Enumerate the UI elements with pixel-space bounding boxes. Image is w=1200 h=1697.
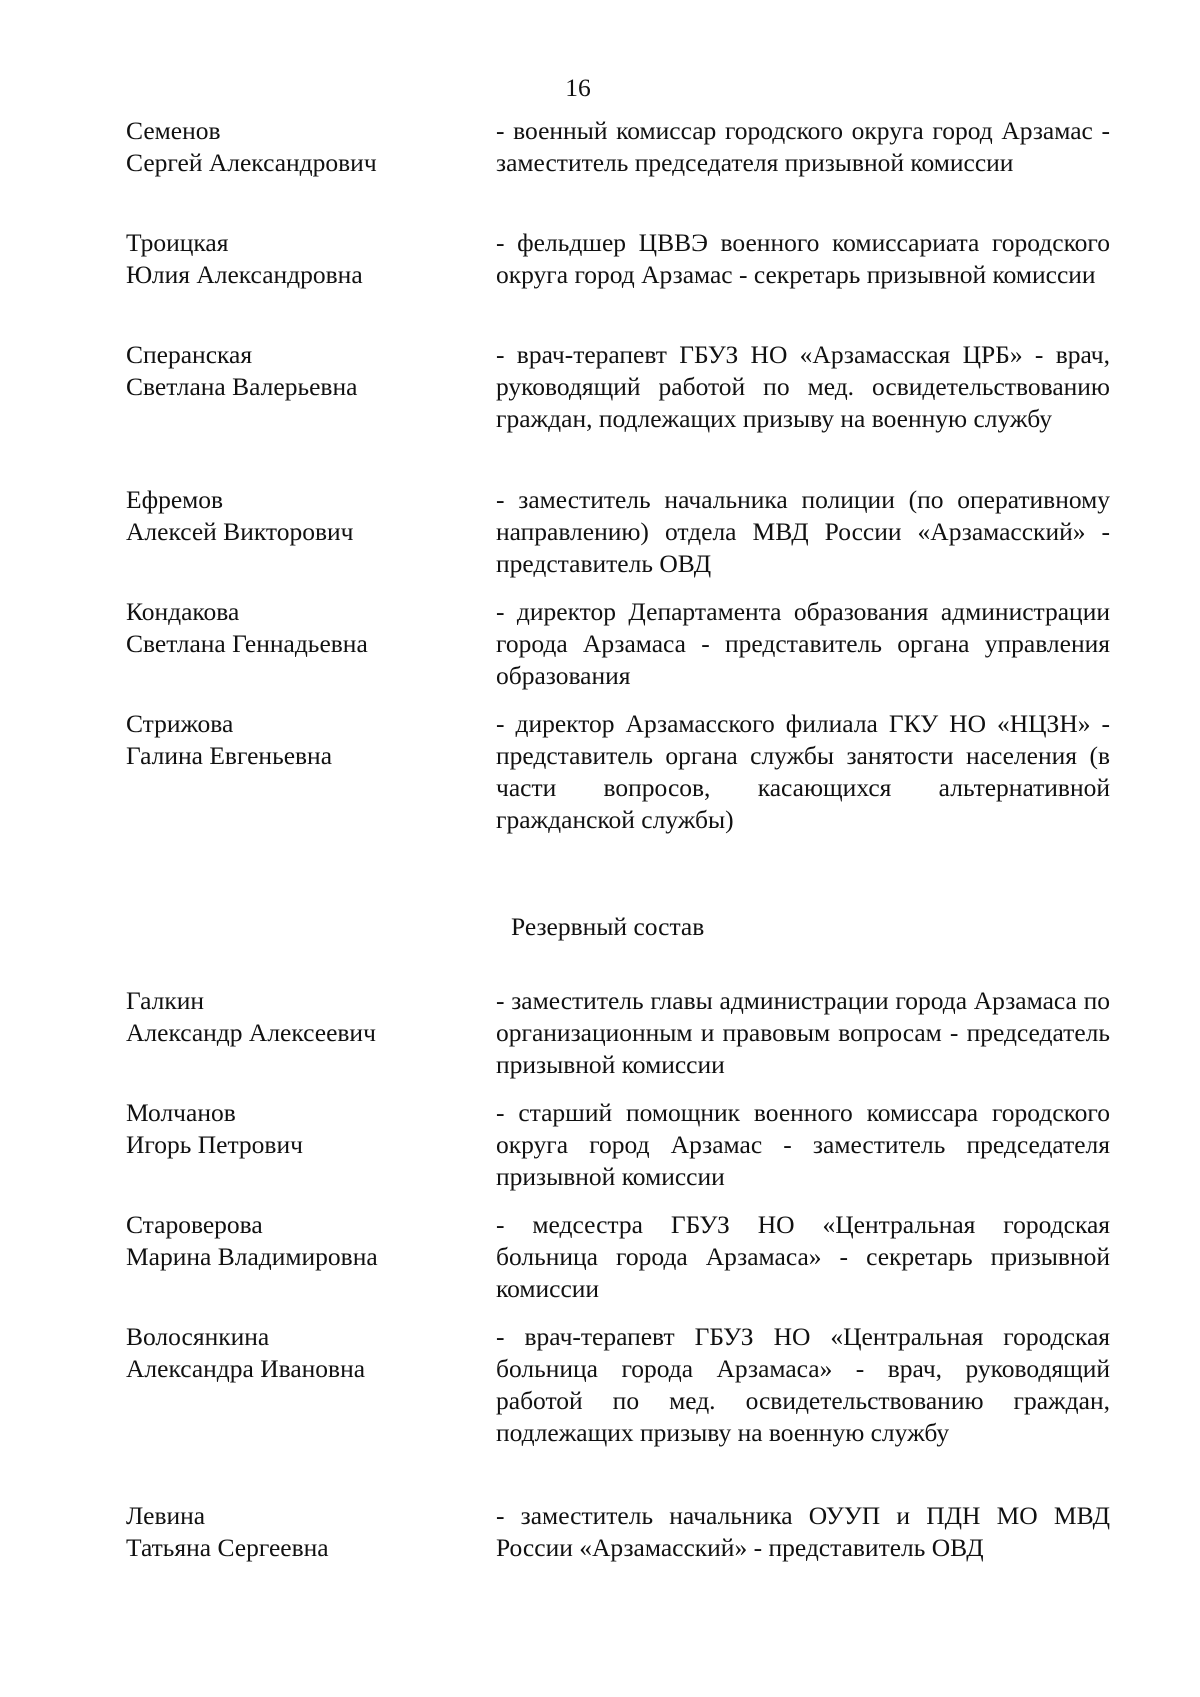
member-role: - заместитель начальника полиции (по оперативному направлению) отдела МВД России «Арзамасский» - представитель ОВД xyxy=(496,485,1110,578)
member-role: - директор Арзамасского филиала ГКУ НО «НЦЗН» - представитель органа службы занятости населения (в части вопросов, касающихся альтернативной гражданской службы) xyxy=(496,709,1110,834)
member-surname: Троицкая xyxy=(126,228,229,257)
member-given-names: Марина Владимировна xyxy=(126,1242,378,1271)
reserve-section-title: Резервный состав xyxy=(511,912,705,941)
member-surname: Ефремов xyxy=(126,485,224,514)
member-role: - врач-терапевт ГБУЗ НО «Арзамасская ЦРБ» - врач, руководящий работой по мед. освидетельствованию граждан, подлежащих призыву на военную службу xyxy=(496,340,1110,433)
member-given-names: Алексей Викторович xyxy=(126,517,354,546)
member-surname: Галкин xyxy=(126,986,205,1015)
member-role: - медсестра ГБУЗ НО «Центральная городская больница города Арзамаса» - секретарь призывной комиссии xyxy=(496,1210,1110,1303)
member-given-names: Светлана Валерьевна xyxy=(126,372,358,401)
member-surname: Молчанов xyxy=(126,1098,236,1127)
member-surname: Староверова xyxy=(126,1210,263,1239)
member-given-names: Галина Евгеньевна xyxy=(126,741,333,770)
member-name xyxy=(126,1097,456,1161)
member-role: - заместитель главы администрации города Арзамаса по организационным и правовым вопросам - председатель призывной комиссии xyxy=(496,986,1110,1079)
member-given-names: Сергей Александрович xyxy=(126,148,377,177)
member-surname: Волосянкина xyxy=(126,1322,270,1351)
member-given-names: Игорь Петрович xyxy=(126,1130,303,1159)
member-name xyxy=(126,985,456,1049)
member-role: - директор Департамента образования администрации города Арзамаса - представитель органа управления образования xyxy=(496,597,1110,690)
member-name xyxy=(126,115,456,179)
member-surname: Левина xyxy=(126,1501,206,1530)
member-surname: Семенов xyxy=(126,116,221,145)
member-name xyxy=(126,1209,456,1273)
member-name xyxy=(126,339,456,403)
member-role: - военный комиссар городского округа город Арзамас - заместитель председателя призывной комиссии xyxy=(496,116,1110,177)
page-number: 16 xyxy=(565,73,591,102)
member-role: - фельдшер ЦВВЭ военного комиссариата городского округа город Арзамас - секретарь призывной комиссии xyxy=(496,228,1110,289)
member-given-names: Светлана Геннадьевна xyxy=(126,629,368,658)
member-name xyxy=(126,1500,456,1564)
member-given-names: Юлия Александровна xyxy=(126,260,363,289)
member-role: - заместитель начальника ОУУП и ПДН МО МВД России «Арзамасский» - представитель ОВД xyxy=(496,1501,1110,1562)
member-surname: Кондакова xyxy=(126,597,240,626)
member-name xyxy=(126,484,456,548)
member-surname: Стрижова xyxy=(126,709,234,738)
member-role: - врач-терапевт ГБУЗ НО «Центральная городская больница города Арзамаса» - врач, руководящий работой по мед. освидетельствованию граждан, подлежащих призыву на военную службу xyxy=(496,1322,1110,1447)
member-role: - старший помощник военного комиссара городского округа город Арзамас - заместитель председателя призывной комиссии xyxy=(496,1098,1110,1191)
member-name xyxy=(126,227,456,291)
member-surname: Сперанская xyxy=(126,340,253,369)
member-name xyxy=(126,708,456,772)
member-name xyxy=(126,1321,456,1385)
member-given-names: Александра Ивановна xyxy=(126,1354,366,1383)
member-given-names: Александр Алексеевич xyxy=(126,1018,376,1047)
member-name xyxy=(126,596,456,660)
member-given-names: Татьяна Сергеевна xyxy=(126,1533,329,1562)
